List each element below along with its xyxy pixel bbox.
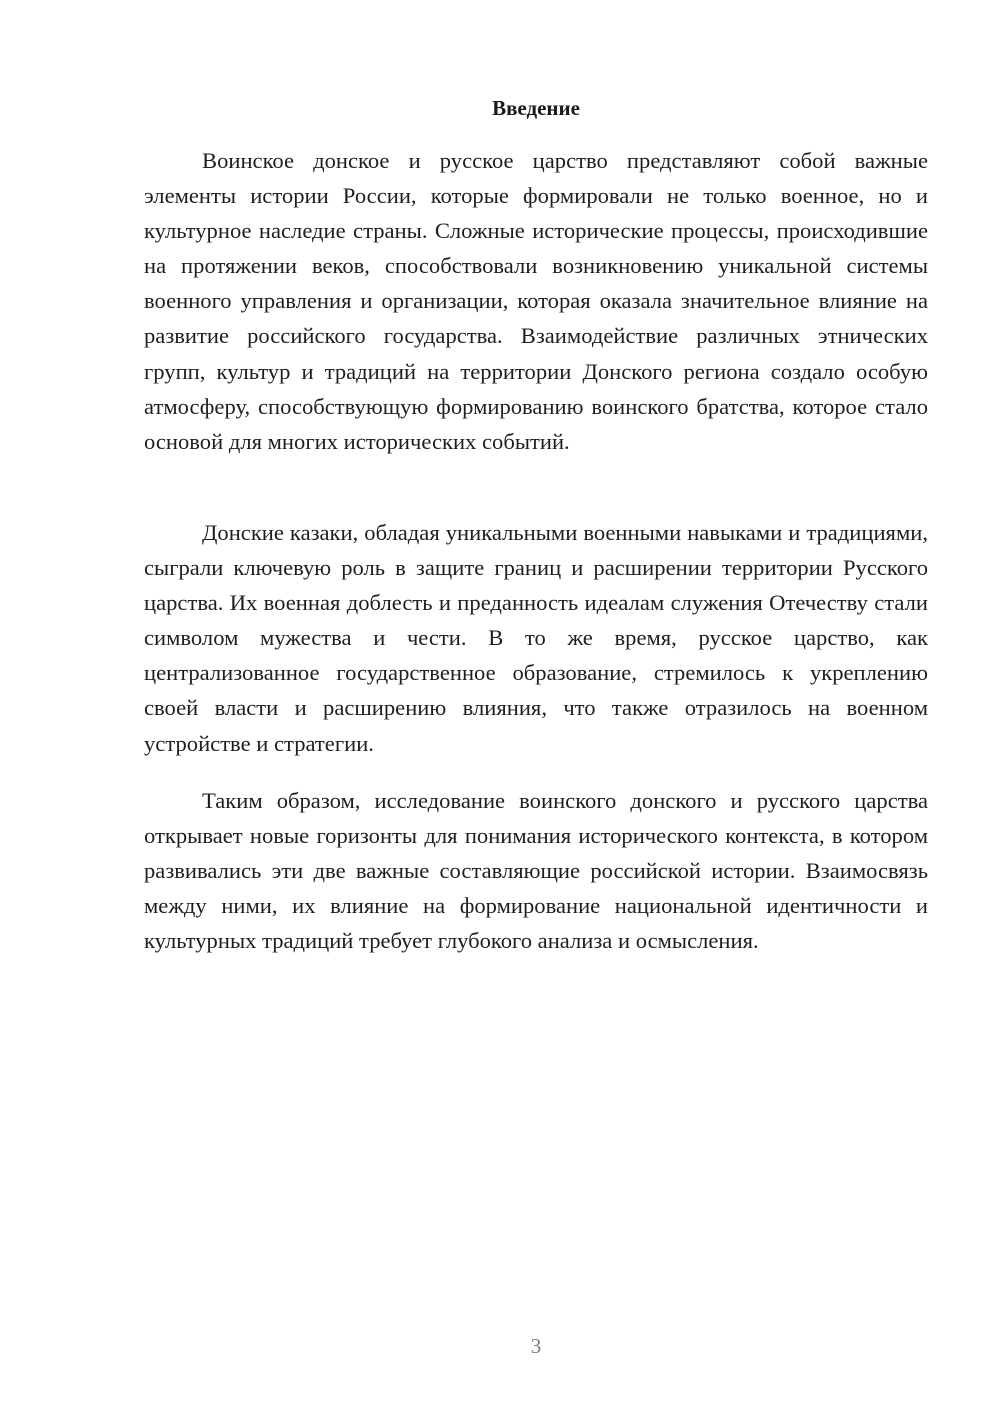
paragraph-cossacks: Донские казаки, обладая уникальными военными навыками и традициями, сыграли ключевую роль в защите границ и расширении территории Русского царства. Их военная доблесть и преданность идеалам служения Отечеству стали символом мужества и чести. В то же время, русское царство, как централизованное государственное образование, стремилось к укреплению своей власти и расширению влияния, что также отразилось на военном устройстве и стратегии. — [144, 520, 928, 756]
section-title: Введение — [492, 96, 580, 120]
paragraph-conclusion: Таким образом, исследование воинского донского и русского царства открывает новые горизонты для понимания исторического контекста, в котором развивались эти две важные составляющие российской истории. Взаимосвязь между ними, их влияние на формирование национальной идентичности и культурных традиций требует глубокого анализа и осмысления. — [144, 788, 928, 954]
page-number: 3 — [530, 1334, 542, 1358]
paragraph-intro: Воинское донское и русское царство представляют собой важные элементы истории России, которые формировали не только военное, но и культурное наследие страны. Сложные исторические процессы, происходившие на протяжении веков, способствовали возникновению уникальной системы военного управления и организации, которая оказала значительное влияние на развитие российского государства. Взаимодействие различных этнических групп, культур и традиций на территории Донского региона создало особую атмосферу, способствующую формированию воинского братства, которое стало основой для многих исторических событий. — [144, 148, 928, 454]
